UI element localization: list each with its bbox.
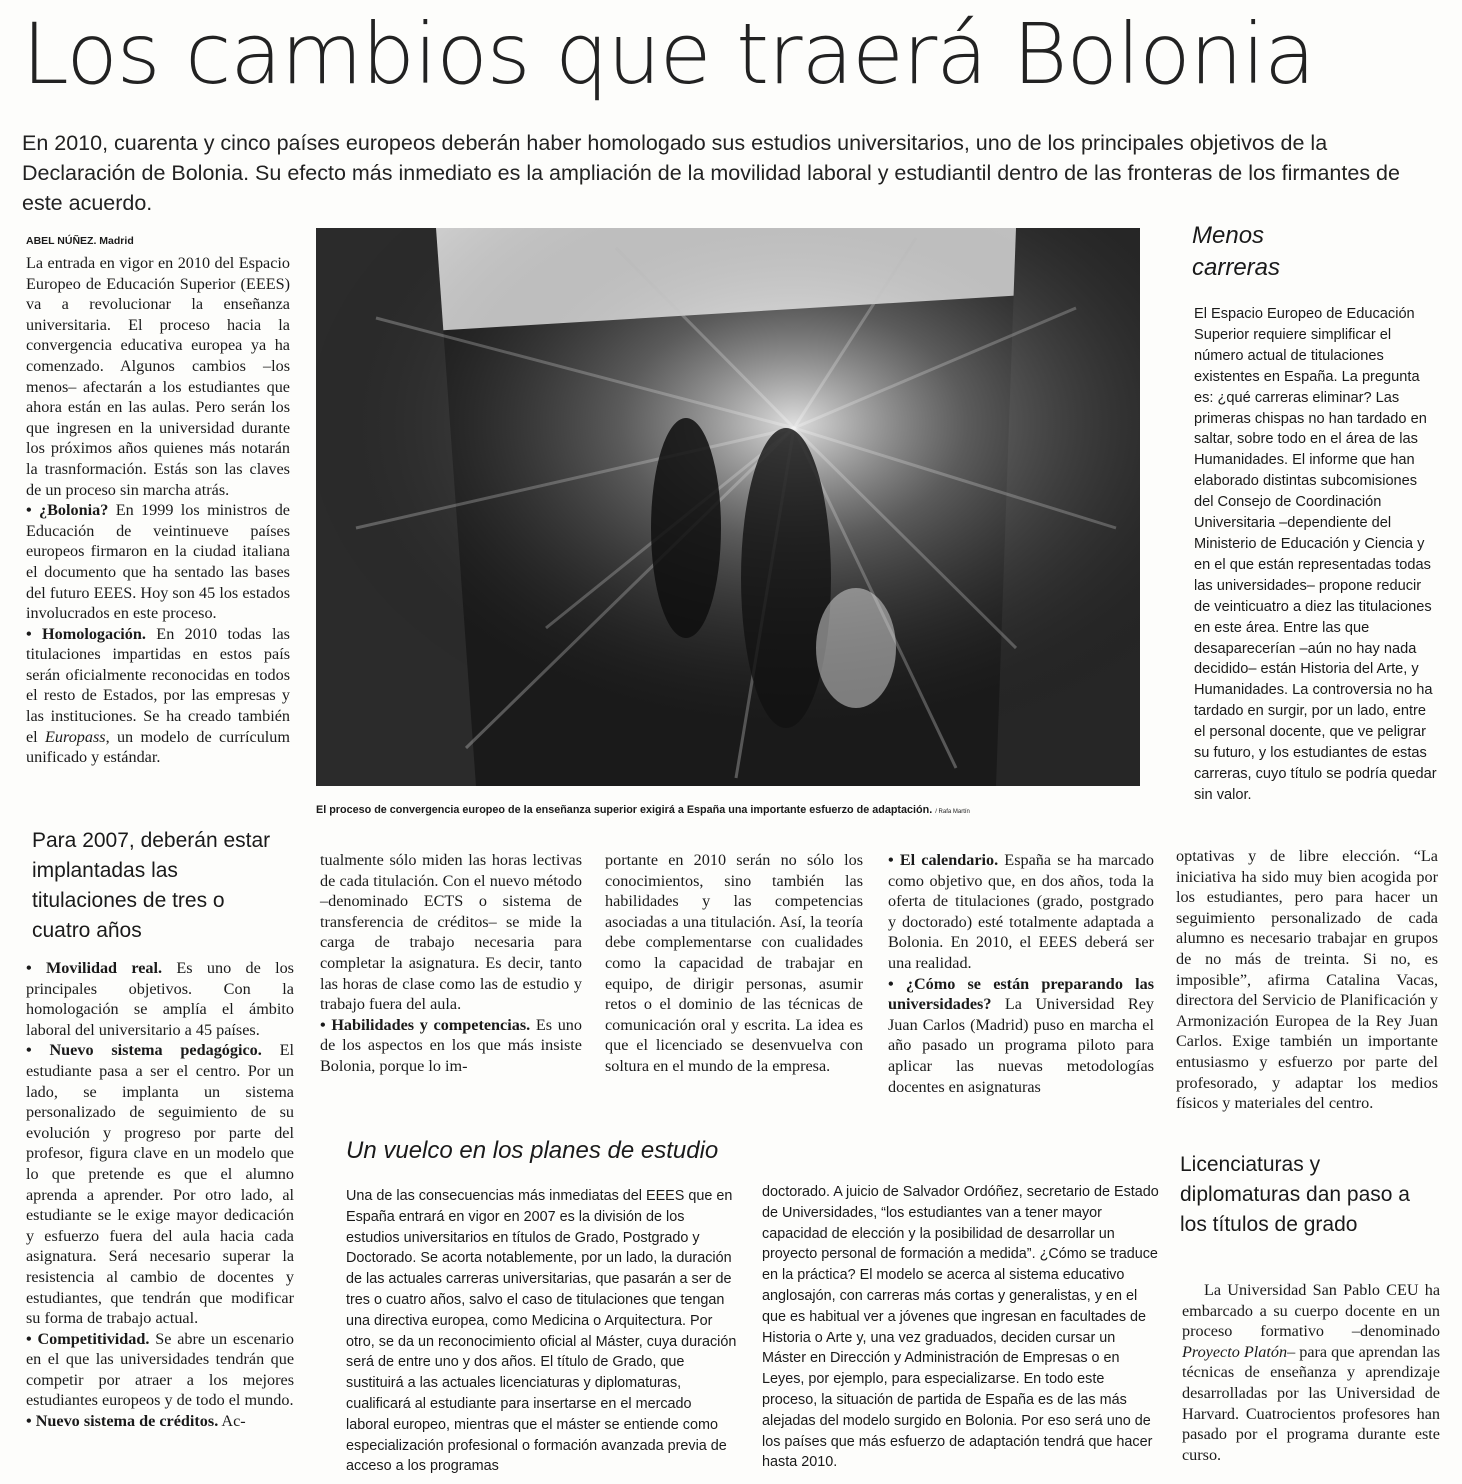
photo-caption — [316, 802, 1146, 820]
competitividad-paragraph — [26, 1329, 294, 1411]
competitividad-text: Se abre un escenario en el que las universidades tendrán que competir por atraer a los mejores estudiantes europeos y de todo el mundo. — [26, 1329, 295, 1410]
europass-term: Europass — [45, 727, 106, 746]
calendario-paragraph — [888, 850, 1154, 974]
habilidades-lead: • Habilidades y competencias. — [320, 1015, 531, 1034]
bolonia-paragraph — [26, 500, 290, 624]
competitividad-lead: • Competitividad. — [26, 1329, 150, 1348]
caption-text: El proceso de convergencia europeo de la enseñanza superior exigirá a España una importante esfuerzo de adaptación. — [316, 804, 933, 816]
lede: En 2010, cuarenta y cinco países europeos deberán haber homologado sus estudios universitarios, uno de los principales objetivos de la Declaración de Bolonia. Su efecto más inmediato es la ampliación de la movilidad laboral y estudiantil dentro de las fronteras de los firmantes de este acuerdo. — [22, 131, 1400, 215]
movilidad-paragraph — [26, 958, 294, 1040]
creditos-lead: • Nuevo sistema de créditos. — [26, 1412, 219, 1431]
pedagogico-text: El estudiante pasa a ser el centro. Por un lado, se implanta un sistema personalizado de seguimiento de su evolución y progreso por parte del profesor, figura clave en un modelo que lo que pretende es que el alumno aprenda a aprender. Por otro lado, al estudiante se le exige mayor dedicación y esfuerzo fuera del aula hacia cada asignatura. Será necesario superar la resistencia al cambio de docentes y estudiantes, que tendrán que modificar su forma de trabajo actual. — [26, 1041, 294, 1328]
preparando-paragraph — [888, 974, 1154, 1098]
habilidades-paragraph — [320, 1015, 582, 1077]
preparando-continuation: optativas y de libre elección. “La iniciativa ha sido muy bien acogida por los estudiantes, pero para hacer un seguimiento personalizado de cada alumno es necesario trabajar en grupos de no más de treinta. Si no, es imposible”, afirma Catalina Vacas, directora del Servicio de Planificación y Armonización Europea de la Rey Juan Carlos. Exige también un importante entusiasmo y esfuerzo por parte del profesorado, y adaptar los medios físicos y materiales del centro. — [1176, 847, 1438, 1113]
box-heading-un-vuelco: Un vuelco en los planes de estudio — [346, 1137, 719, 1164]
bolonia-lead: • ¿Bolonia? — [26, 501, 109, 520]
homologacion-text: En 2010 todas las titulaciones impartidas en estos país serán oficialmente reconocidas en todos el resto de Estados, por las empresas y las instituciones. Se ha creado también el — [26, 624, 290, 746]
column-2 — [320, 850, 582, 1077]
platon-text-end: – para que aprendan las técnicas de enseñanza y aprendizaje desarrolladas por las Universidad de Harvard. Cuatrocientos profesores han pasado por el programa durante este curso. — [1182, 1342, 1440, 1464]
homologacion-text-end: , un modelo de currículum unificado y estándar. — [26, 727, 290, 767]
homologacion-lead: • Homologación. — [26, 624, 146, 643]
preparando-lead: • ¿Cómo se están preparando las universidades? — [888, 974, 1154, 1014]
column-1-top — [26, 234, 290, 768]
box-column-a: Una de las consecuencias más inmediatas del EEES que en España entrará en vigor en 2007 es la división de los estudios universitarios en títulos de Grado, Postgrado y Doctorado. Se acorta notablemente, por un lado, la duración de las actuales carreras universitarias, que pasarán a ser de tres o cuatro años, salvo el caso de titulaciones que tengan una directiva europea, como Medicina o Arquitectura. Por otro, se da un reconocimiento oficial al Máster, cuya duración será de entre uno y dos años. El título de Grado, que sustituirá a las actuales licenciaturas y diplomaturas, cualificará al estudiante para insertarse en el mercado laboral europeo, mientras que el máster se entiende como especialización profesional o formación avanzada previa de acceso a los programas — [346, 1188, 737, 1475]
pedagogico-paragraph — [26, 1040, 294, 1328]
photo-hallway-blur — [316, 228, 1140, 786]
pedagogico-lead: • Nuevo sistema pedagógico. — [26, 1041, 262, 1060]
sidebar-menos-carreras-text: El Espacio Europeo de Educación Superior requiere simplificar el número actual de titulaciones existentes en España. La pregunta es: ¿qué carreras eliminar? Las primeras chispas no han tardado en saltar, sobre todo en el área de las Humanidades. El informe que han elaborado distintas subcomisiones del Consejo de Coordinación Universitaria –dependiente del Ministerio de Educación y Ciencia y en el que están representadas todas las universidades– propone reducir de veinticuatro a diez las titulaciones en este área. Entre las que desaparecerían –aún no hay nada decidido– están Historia del Arte, y Humanidades. La controversia no ha tardado en surgir, por un lado, entre el personal docente, que ve peligrar su futuro, y los estudiantes de estas carreras, cuyo título se podría quedar sin valor. — [1194, 306, 1437, 803]
side2-column — [1182, 1280, 1440, 1465]
column-1-bottom — [26, 958, 294, 1432]
calendario-text: España se ha marcado como objetivo que, en dos años, toda la oferta de titulaciones (grado, postgrado y doctorado) esté totalmente adaptada a Bolonia. En 2010, el EEES deberá ser una realidad. — [888, 851, 1154, 972]
habilidades-text: Es uno de los aspectos en los que más insiste Bolonia, porque lo im- — [320, 1015, 582, 1075]
bolonia-text: En 1999 los ministros de Educación de veintinueve países europeos firmaron en la ciudad italiana el documento que ha sentado las bases del futuro EEES. Hoy son 45 los estados involucrados en este proceso. — [26, 501, 290, 623]
byline: ABEL NÚÑEZ. Madrid — [26, 235, 134, 247]
calendario-lead: • El calendario. — [888, 851, 999, 869]
movilidad-lead: • Movilidad real. — [26, 959, 163, 977]
photo-credit: / Rafa Martín — [935, 809, 970, 815]
movilidad-text: Es uno de los principales objetivos. Con la homologación se amplía el ámbito laboral del universitario a 45 países. — [26, 959, 294, 1039]
subhead-licenciaturas: Licenciaturas y diplomaturas dan paso a los títulos de grado — [1180, 1153, 1410, 1236]
headline: Los cambios que traerá Bolonia — [22, 5, 1315, 103]
platon-paragraph — [1182, 1280, 1440, 1465]
creditos-text: Ac- — [218, 1412, 246, 1431]
intro-paragraph: La entrada en vigor en 2010 del Espacio Europeo de Educación Superior (EEES) va a revolucionar la enseñanza universitaria. El proceso hacia la convergencia educativa europea ya ha comenzado. Algunos cambios –los menos– afectarán a los estudiantes que ahora están en las aulas. Pero serán los que ingresen en la universidad durante los próximos años quienes más notarán la trasnformación. Estás son las claves de un proceso sin marcha atrás. — [26, 254, 290, 499]
sidebar-heading-menos-carreras: Menos carreras — [1192, 222, 1281, 281]
photo-image — [316, 228, 1140, 786]
column-3 — [605, 850, 863, 1077]
column-4 — [888, 850, 1154, 1097]
proyecto-platon-term: Proyecto Platón — [1182, 1342, 1288, 1361]
subhead-implantadas: Para 2007, deberán estar implantadas las titulaciones de tres o cuatro años — [32, 829, 271, 942]
platon-text: La Universidad San Pablo CEU ha embarcado a su cuerpo docente en un proceso formativo –denominado — [1182, 1281, 1440, 1341]
creditos-continuation: tualmente sólo miden las horas lectivas de cada titulación. Con el nuevo método –denominado ECTS o sistema de transferencia de créditos– se mide la carga de trabajo necesaria para completar la asignatura. Es decir, tanto las horas de clase como las de estudio y trabajo fuera del aula. — [320, 851, 582, 1014]
creditos-paragraph — [26, 1411, 294, 1432]
column-5 — [1176, 846, 1438, 1114]
box-column-b: doctorado. A juicio de Salvador Ordóñez, secretario de Estado de Universidades, “los estudiantes van a tener mayor capacidad de elección y la posibilidad de desarrollar un proyecto personal de formación a medida”. ¿Cómo se traduce en la práctica? El modelo se acerca al sistema educativo anglosajón, con carreras más cortas y generalistas, y en el que es habitual ver a jóvenes que ingresan en facultades de Historia o Arte y, una vez graduados, deciden cursar un Máster en Dirección y Administración de Empresas o en Leyes, por ejemplo, para especializarse. En todo este proceso, la situación de partida de España es de las más alejadas del modelo surgido en Bolonia. Por eso será uno de los países que más esfuerzo de adaptación tendrá que hacer hasta 2010. — [762, 1184, 1159, 1471]
homologacion-paragraph — [26, 624, 290, 768]
habilidades-continuation: portante en 2010 serán no sólo los conocimientos, sino también las habilidades y las competencias asociadas a una titulación. Así, la teoría debe complementarse con cualidades como la capacidad de trabajar en equipo, de dirigir personas, asumir retos o el dominio de las técnicas de comunicación oral y escrita. La idea es que el licenciado se desenvuelva con soltura en el mundo de la empresa. — [605, 851, 863, 1075]
preparando-text: La Universidad Rey Juan Carlos (Madrid) puso en marcha el año pasado un programa piloto para aplicar las nuevas metodologías docentes en asignaturas — [888, 995, 1154, 1096]
